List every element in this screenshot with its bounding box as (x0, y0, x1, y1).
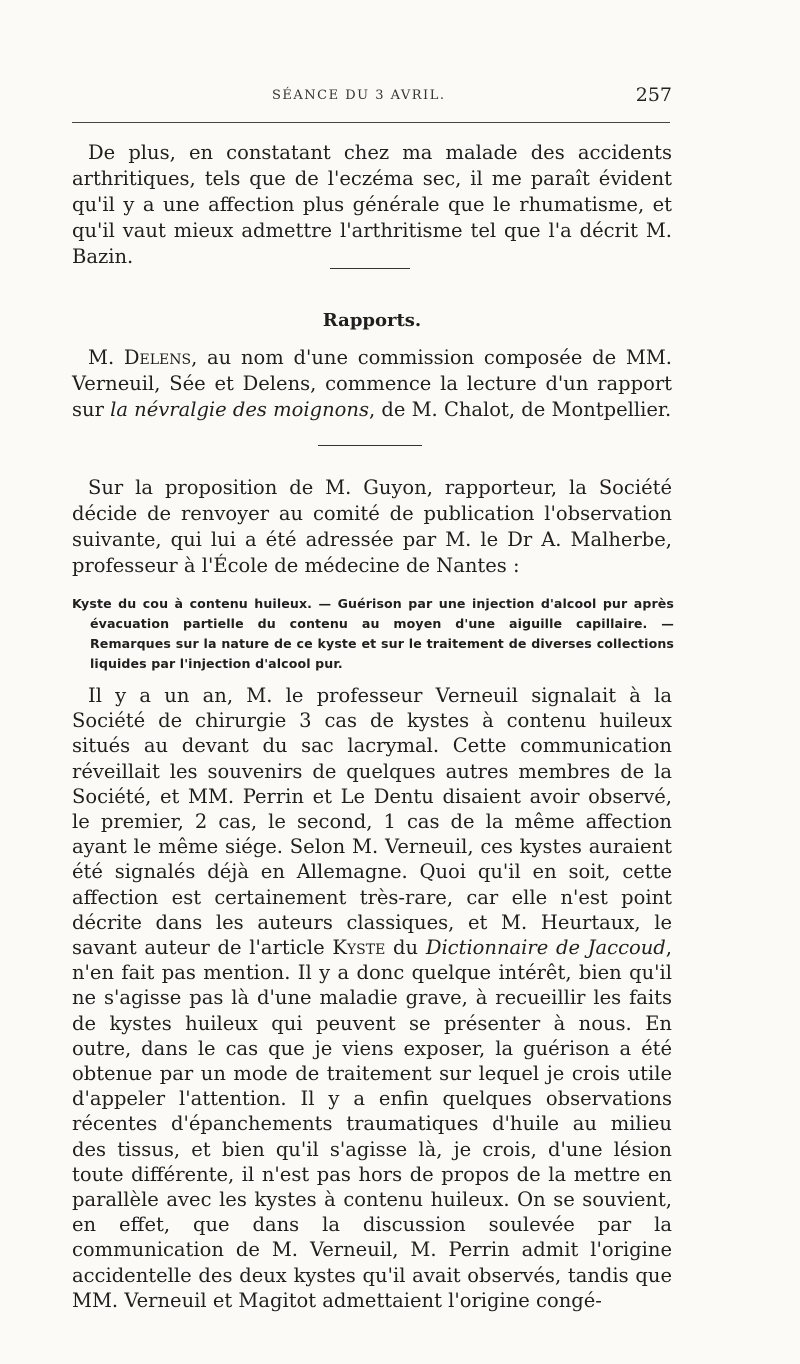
running-head: SÉANCE DU 3 AVRIL. (272, 88, 446, 103)
section-separator (318, 445, 422, 446)
observation-text-du: du (385, 936, 426, 960)
observation-title-text: Kyste du cou à contenu huileux. — Guérison par une injection d'alcool pur après évacuation partielle du contenu au moyen d'une aiguille capillaire. — Remarques sur la nature de ce kyste et sur le traitement de diverses collections liquides par l'injection d'alcool pur. (72, 596, 674, 671)
paragraph-text: Sur la proposition de M. Guyon, rapporteur, la Société décide de renvoyer au comité de publication l'observation suivante, qui lui a été adressée par M. le Dr A. Malherbe, professeur à l'École de médecine de Nantes : (72, 476, 672, 577)
header-rule (72, 122, 670, 123)
observation-title (72, 594, 674, 674)
page-header (72, 84, 672, 108)
paragraph-text: De plus, en constatant chez ma malade des accidents arthritiques, tels que de l'eczéma sec, il me paraît évident qu'il y a une affection plus générale que le rhumatisme, et qu'il vaut mieux admettre l'arthritisme tel que l'a décrit M. Bazin. (72, 141, 672, 268)
paragraph-arthritisme (72, 140, 672, 270)
paragraph-suffix: , de M. Chalot, de Montpellier. (368, 398, 672, 421)
section-title: Rapports. (322, 310, 422, 331)
paragraph-proposition (72, 475, 672, 579)
author-name: Delens (123, 346, 192, 369)
article-kyste: Kyste (332, 936, 386, 960)
paragraph-rapport (72, 345, 672, 423)
paragraph-prefix: M. (88, 346, 124, 369)
page-number: 257 (635, 84, 672, 106)
report-title: la névralgie des moignons (110, 398, 369, 421)
observation-text-part1: Il y a un an, M. le professeur Verneuil signalait à la Société de chirurgie 3 cas de kystes à contenu huileux situés au devant du sac lacrymal. Cette communication réveillait les souvenirs de quelques autres membres de la Société, et MM. Perrin et Le Dentu disaient avoir observé, le premier, 2 cas, le second, 1 cas de la même affection ayant le même siége. Selon M. Verneuil, ces kystes auraient été signalés déjà en Allemagne. Quoi qu'il en soit, cette affection est certainement très-rare, car elle n'est point décrite dans les auteurs classiques, et M. Heurtaux, le savant auteur de l'article (72, 684, 672, 960)
section-separator (330, 268, 410, 269)
dictionary-title: Dictionnaire de Jaccoud (425, 936, 666, 960)
paragraph-observation (72, 683, 672, 1313)
paragraph-middle: , au nom d'une commission composée de MM. Verneuil, Sée et Delens, commence la lecture d'un rapport sur (72, 346, 672, 421)
observation-text-part2: , n'en fait pas mention. Il y a donc quelque intérêt, bien qu'il ne s'agisse pas là d'une maladie grave, à recueillir les faits de kystes huileux qui peuvent se présenter à nous. En outre, dans le cas que je viens exposer, la guérison a été obtenue par un mode de traitement sur lequel je crois utile d'appeler l'attention. Il y a enfin quelques observations récentes d'épanchements traumatiques d'huile au milieu des tissus, et bien qu'il s'agisse là, je crois, d'une lésion toute différente, il n'est pas hors de propos de la mettre en parallèle avec les kystes à contenu huileux. On se souvient, en effet, que dans la discussion soulevée par la communication de M. Verneuil, M. Perrin admit l'origine accidentelle des deux kystes qu'il avait observés, tandis que MM. Verneuil et Magitot admettaient l'origine congé- (72, 936, 672, 1312)
